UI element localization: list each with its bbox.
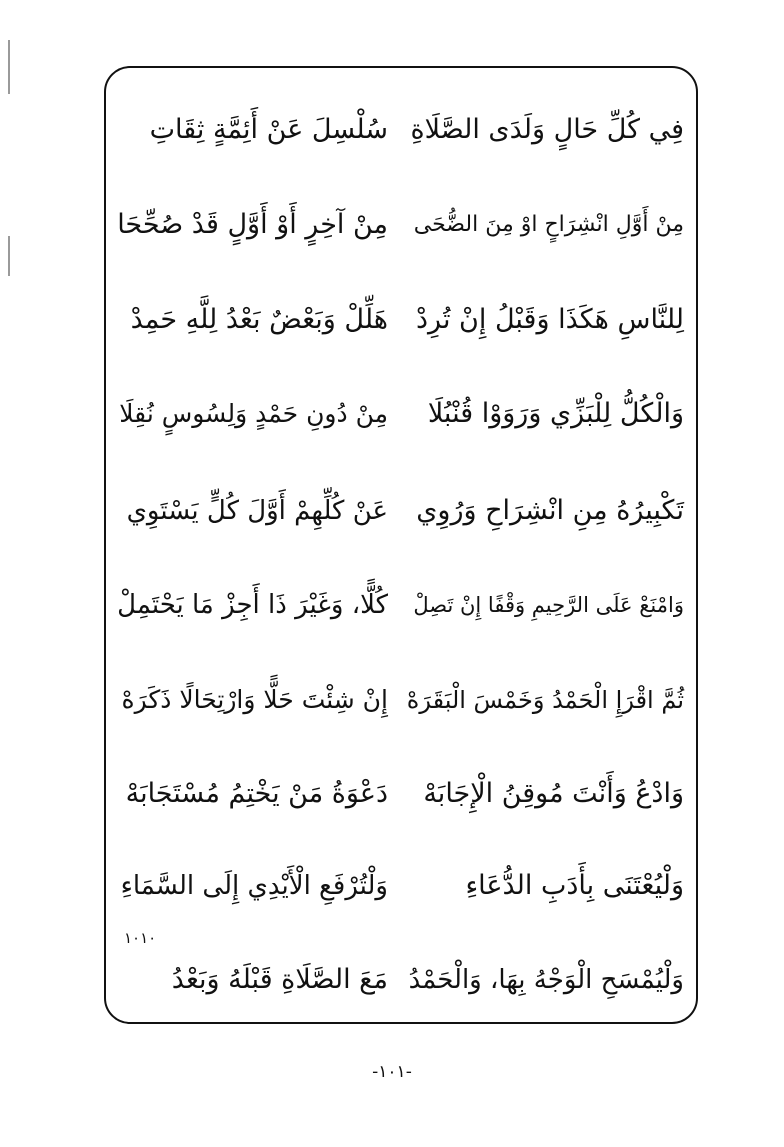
first-hemistich: وَادْعُ وَأَنْتَ مُوقِنُ الْإِجَابَهْ <box>423 778 684 809</box>
second-hemistich: مِنْ دُونِ حَمْدٍ وَلِسُوسٍ نُقِلَا <box>119 399 388 428</box>
first-hemistich: تَكْبِيرُهُ مِنِ انْشِرَاحِ وَرُوِي <box>416 495 684 526</box>
verse-line <box>118 384 684 444</box>
first-hemistich: وَامْنَعْ عَلَى الرَّحِيمِ وَقْفًا إِنْ تَصِلْ <box>413 593 684 617</box>
verse-line <box>118 950 684 1010</box>
second-hemistich: هَلِّلْ وَبَعْضٌ بَعْدُ لِلَّهِ حَمِدْ <box>130 304 388 335</box>
second-hemistich: دَعْوَةُ مَنْ يَخْتِمُ مُسْتَجَابَهْ <box>125 778 388 809</box>
verse-line <box>118 575 684 635</box>
verse-line <box>118 481 684 541</box>
verse-line <box>118 290 684 350</box>
second-hemistich: مَعَ الصَّلَاةِ قَبْلَهُ وَبَعْدُ <box>171 964 388 995</box>
verse-line <box>118 670 684 730</box>
second-hemistich: كُلًّا، وَغَيْرَ ذَا أَجِزْ مَا يَحْتَمِلْ <box>117 590 388 620</box>
verse-line <box>118 100 684 160</box>
first-hemistich: ثُمَّ اقْرَإِ الْحَمْدُ وَخَمْسَ الْبَقَرَهْ <box>406 686 684 714</box>
scan-edge-mark <box>8 40 10 94</box>
first-hemistich: فِي كُلِّ حَالٍ وَلَدَى الصَّلَاةِ <box>410 114 684 145</box>
first-hemistich: لِلنَّاسِ هَكَذَا وَقَبْلُ إِنْ تُرِدْ <box>416 304 684 335</box>
second-hemistich: عَنْ كُلِّهِمْ أَوَّلَ كُلٍّ يَسْتَوِي <box>126 496 388 526</box>
first-hemistich: وَلْيُمْسَحِ الْوَجْهُ بِهَا، وَالْحَمْدُ <box>408 965 684 995</box>
verse-line <box>118 764 684 824</box>
second-hemistich: سُلْسِلَ عَنْ أَئِمَّةٍ ثِقَاتِ <box>149 114 388 145</box>
verse-line <box>118 195 684 255</box>
verse-number: ١٠١٠ <box>124 929 157 947</box>
scan-edge-mark <box>8 236 10 276</box>
first-hemistich: وَالْكُلُّ لِلْبَزِّي وَرَوَوْا قُنْبُلَا <box>427 398 684 429</box>
page-number: -١٠١- <box>372 1062 412 1082</box>
first-hemistich: وَلْيُعْتَنَى بِأَدَبِ الدُّعَاءِ <box>465 870 684 901</box>
second-hemistich: مِنْ آخِرٍ أَوْ أَوَّلٍ قَدْ صُحِّحَا <box>117 209 388 240</box>
first-hemistich: مِنْ أَوَّلِ انْشِرَاحٍ اوْ مِنَ الضُّحَى <box>413 212 684 237</box>
verse-line <box>118 856 684 916</box>
second-hemistich: وَلْتُرْفَعِ الْأَيْدِي إِلَى السَّمَاءِ <box>120 871 388 901</box>
second-hemistich: إِنْ شِئْتَ حَلًّا وَارْتِحَالًا ذَكَرَهْ <box>121 685 388 714</box>
